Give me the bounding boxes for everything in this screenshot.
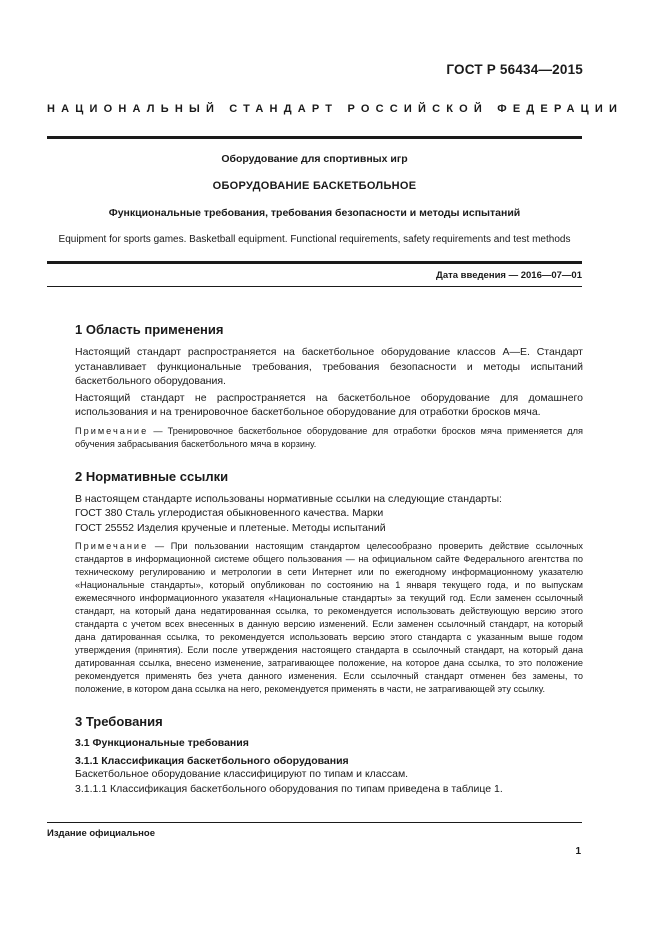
doc-subtitle: Оборудование для спортивных игр (221, 153, 408, 165)
official-edition-label: Издание официальное (47, 828, 155, 839)
doc-description: Функциональные требования, требования безопасности и методы испытаний (108, 207, 521, 219)
gost-number: ГОСТ Р 56434—2015 (446, 62, 583, 77)
section2-heading: 2 Нормативные ссылки (75, 468, 229, 484)
section2-note (75, 540, 583, 696)
header-rule (47, 136, 582, 139)
section3-paragraph-1: Баскетбольное оборудование классифицируют по типам и классам. (75, 768, 409, 780)
doc-english-title: Equipment for sports games. Basketball equipment. Functional requirements, safety requirements and test methods (58, 234, 571, 245)
subsection-3-1-1-heading: 3.1.1 Классификация баскетбольного оборудования (75, 755, 349, 767)
title-rule (47, 261, 582, 264)
section1-paragraph-2: Настоящий стандарт не распространяется на баскетбольное оборудование для домашнего использования и на тренировочное баскетбольное оборудование для отработки бросков мяча. (75, 391, 583, 418)
section3-heading: 3 Требования (75, 714, 163, 729)
reference-gost-380: ГОСТ 380 Сталь углеродистая обыкновенного качества. Марки (75, 507, 384, 519)
national-standard-heading: НАЦИОНАЛЬНЫЙ СТАНДАРТ РОССИЙСКОЙ ФЕДЕРАЦИИ (47, 103, 624, 115)
section1-heading: 1 Область применения (75, 322, 224, 337)
note-text: — При пользовании настоящим стандартом целесообразно проверить действие ссылочных стандартов в информационной системе общего пользования — на официальном сайте Федерального агентства по техническому регулированию и метрологии в сети Интернет или по ежегодному информационному указателю «Национальные стандарты», который опубликован по состоянию на 1 января текущего года, и по выпускам ежемесячного информационного указателя «Национальные стандарты» за текущий год. Если заменен ссылочный стандарт, на который дана недатированная ссылка, то рекомендуется использовать действующую версию этого стандарта с учетом всех внесенных в данную версию изменений. Если заменен ссылочный стандарт, на который дана датированная ссылка, то рекомендуется использовать версию этого стандарта с указанным выше годом утверждения (принятия). Если после утверждения настоящего стандарта в ссылочный стандарт, на который дана датированная ссылка, внесено изменение, затрагивающее положение, на которое дана ссылка, то это положение рекомендуется применять без учета данного изменения. Если ссылочный стандарт отменен без замены, то положение, в котором дана ссылка на него, рекомендуется применять в части, не затрагивающей эту ссылку. (75, 541, 583, 694)
section3-paragraph-2: 3.1.1.1 Классификация баскетбольного оборудования по типам приведена в таблице 1. (75, 782, 503, 795)
section2-intro: В настоящем стандарте использованы нормативные ссылки на следующие стандарты: (75, 492, 502, 505)
main-content (75, 322, 583, 796)
page-number: 1 (575, 846, 581, 857)
date-of-introduction: Дата введения — 2016—07—01 (436, 270, 582, 281)
subsection-3-1-heading: 3.1 Функциональные требования (75, 737, 249, 749)
date-rule (47, 286, 582, 287)
section1-paragraph-1: Настоящий стандарт распространяется на баскетбольное оборудование классов А—Е. Стандарт устанавливает функциональные требования, требования безопасности и методы испытаний баскетбольного оборудования. (75, 346, 583, 387)
section1-note (75, 425, 583, 451)
note-text: — Тренировочное баскетбольное оборудование для отработки бросков мяча применяется для обучения забрасывания баскетбольного мяча в корзину. (75, 425, 583, 449)
note-label: Примечание (75, 425, 149, 436)
footer-rule (47, 822, 582, 823)
doc-title: ОБОРУДОВАНИЕ БАСКЕТБОЛЬНОЕ (212, 180, 417, 192)
note-label: Примечание (75, 541, 149, 551)
reference-gost-25552: ГОСТ 25552 Изделия крученые и плетеные. Методы испытаний (75, 521, 386, 534)
